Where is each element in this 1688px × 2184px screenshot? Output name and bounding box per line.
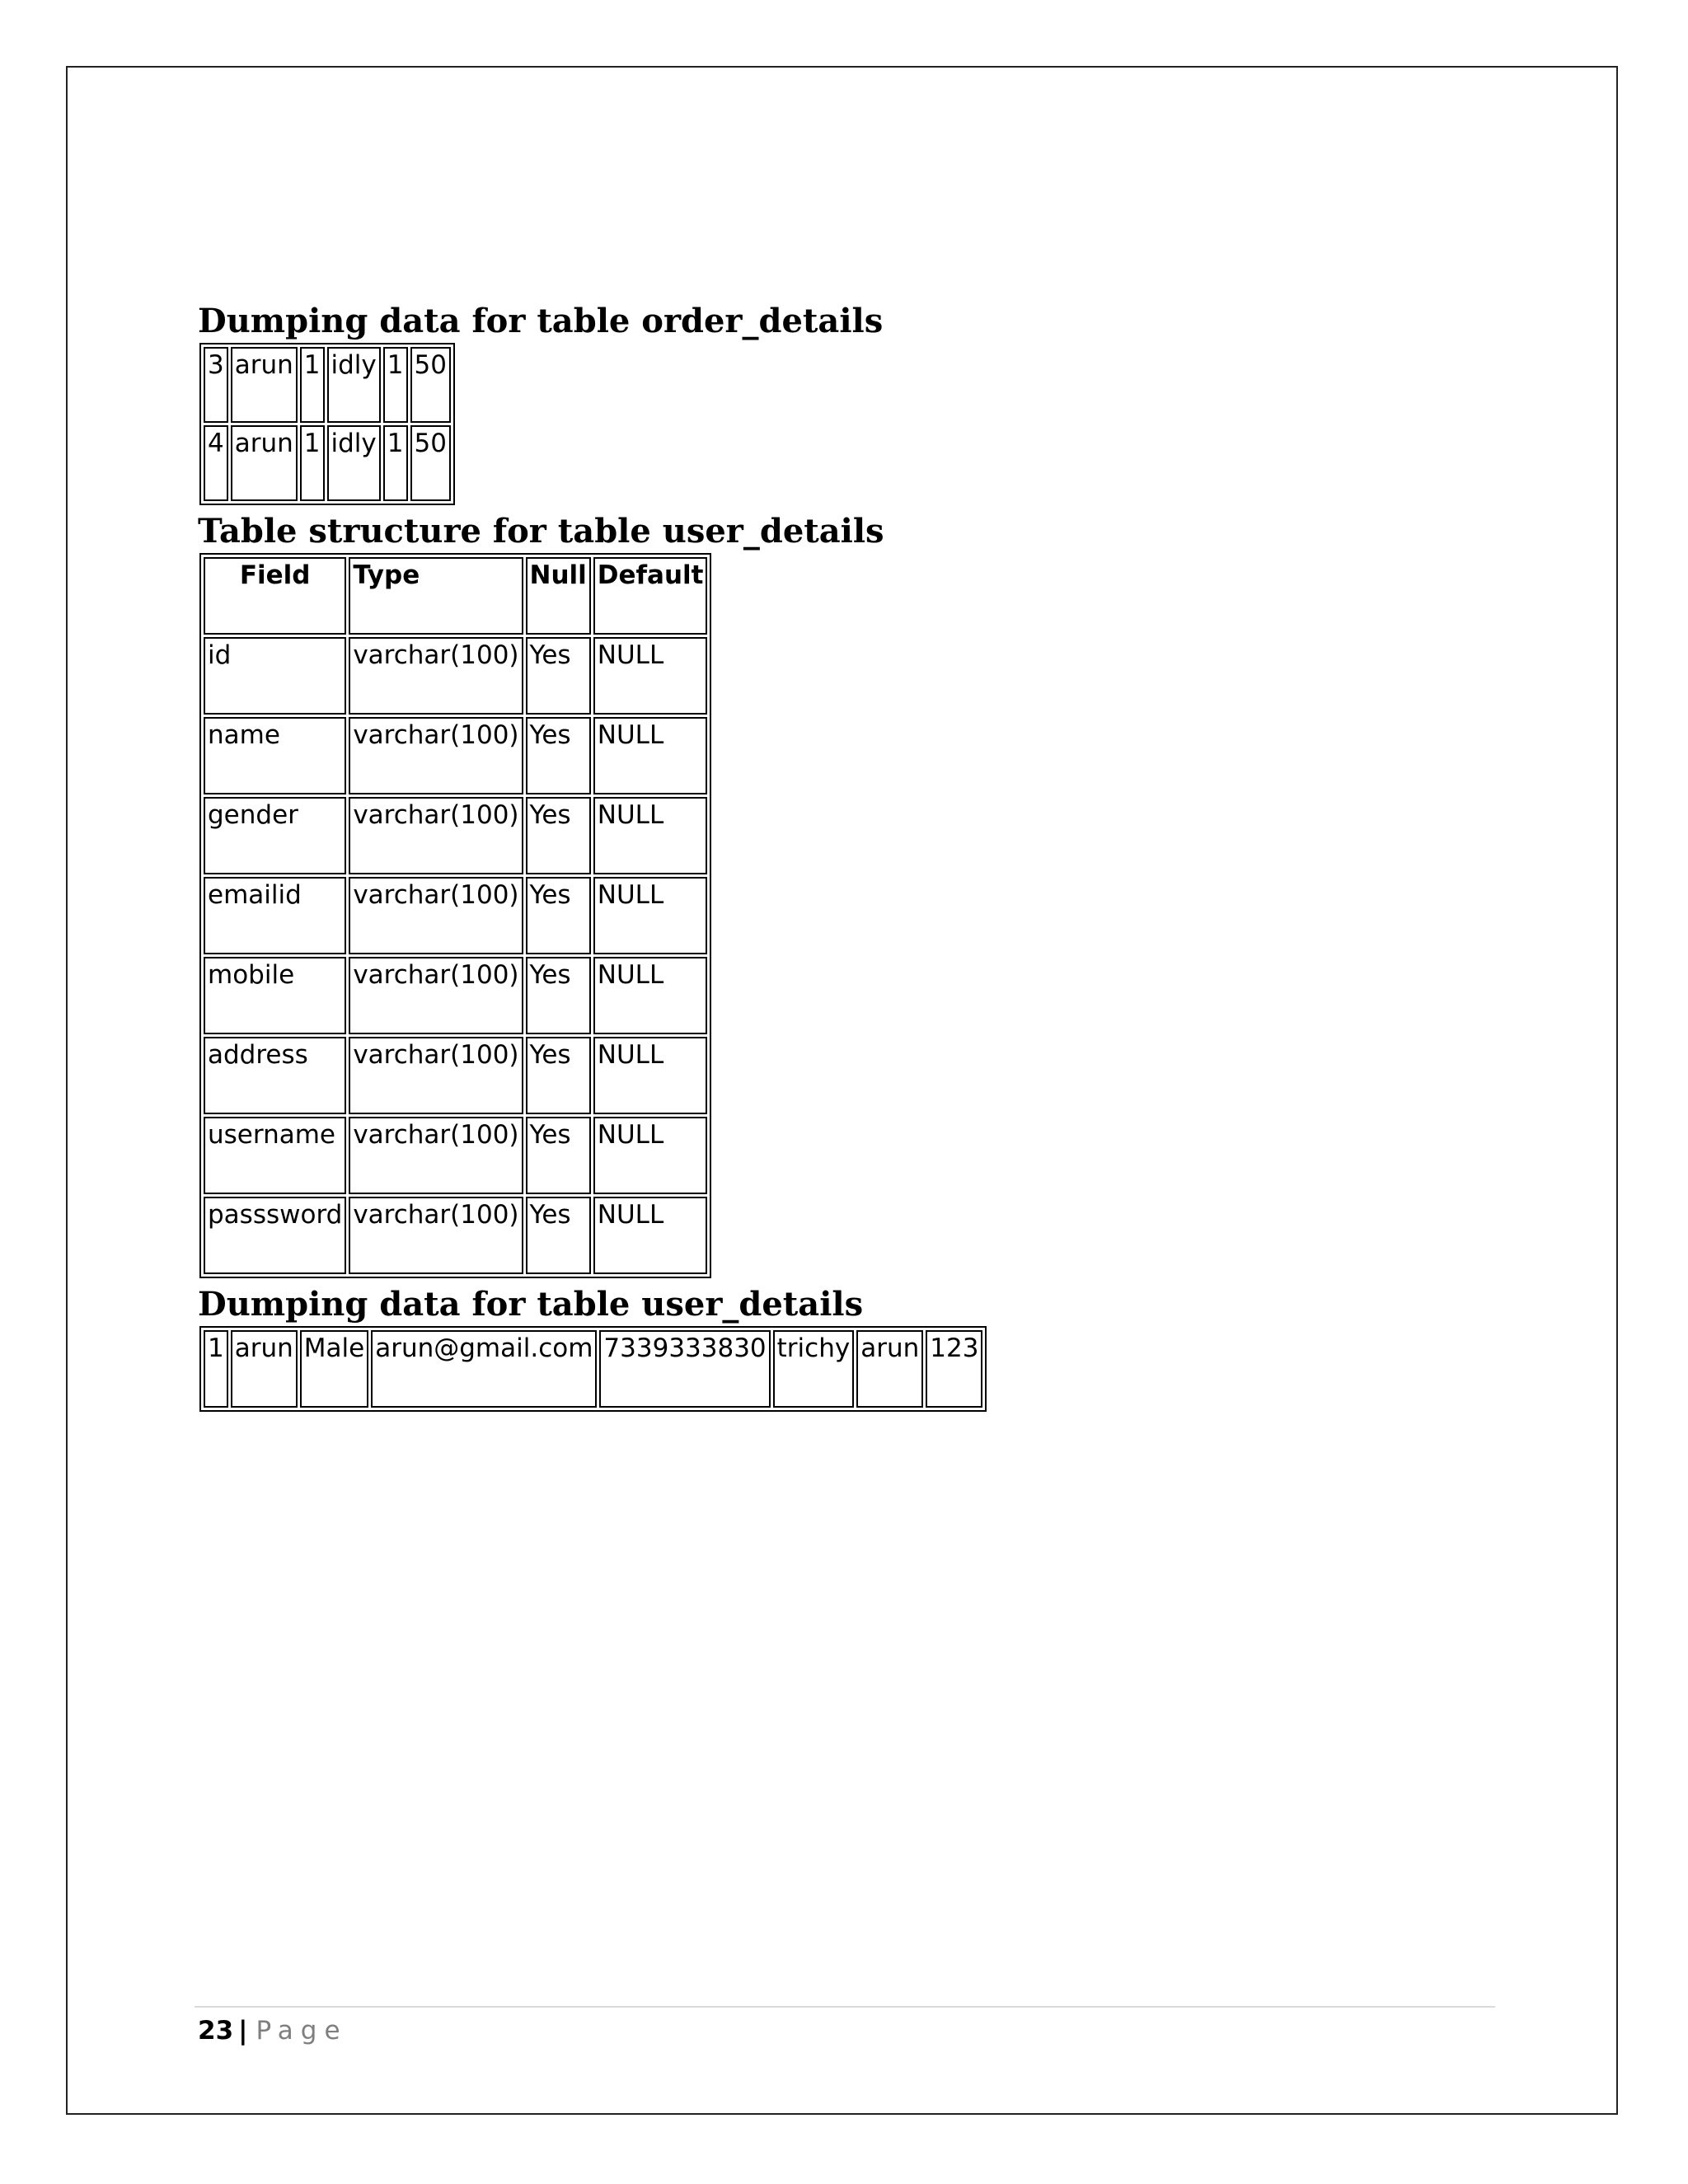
table-cell: Yes	[526, 1197, 591, 1274]
column-header-type: Type	[349, 557, 523, 635]
table-cell: 1	[204, 1330, 228, 1408]
table-cell: arun	[231, 425, 298, 501]
table-cell: 1	[300, 425, 325, 501]
user-details-data-table	[199, 1326, 987, 1412]
page-number: 23	[198, 2016, 234, 2046]
table-cell: address	[204, 1037, 346, 1114]
table-cell: Yes	[526, 797, 591, 874]
table-row	[204, 1117, 707, 1194]
table-cell: varchar(100)	[349, 957, 523, 1034]
table-cell: arun	[231, 347, 298, 423]
table-cell: name	[204, 717, 346, 794]
table-cell: Yes	[526, 877, 591, 954]
order-details-table	[199, 343, 455, 505]
table-cell: arun@gmail.com	[371, 1330, 597, 1408]
table-cell: 3	[204, 347, 228, 423]
table-cell: NULL	[593, 1117, 708, 1194]
table-row	[204, 637, 707, 715]
table-cell: varchar(100)	[349, 1197, 523, 1274]
table-cell: 1	[300, 347, 325, 423]
table-cell: varchar(100)	[349, 717, 523, 794]
table-cell: 4	[204, 425, 228, 501]
table-row	[204, 347, 451, 423]
table-header-row	[204, 557, 707, 635]
table-cell: varchar(100)	[349, 1037, 523, 1114]
table-cell: varchar(100)	[349, 797, 523, 874]
table-cell: idly	[327, 347, 381, 423]
table-cell: arun	[231, 1330, 298, 1408]
table-cell: 50	[410, 347, 451, 423]
footer-divider	[195, 2006, 1495, 2008]
table-row	[204, 877, 707, 954]
table-cell: Yes	[526, 1037, 591, 1114]
table-cell: Yes	[526, 717, 591, 794]
column-header-default: Default	[593, 557, 708, 635]
table-row	[204, 1197, 707, 1274]
page-label: Page	[256, 2016, 348, 2046]
page-footer	[198, 2016, 348, 2046]
table-cell: arun	[856, 1330, 923, 1408]
user-dump-heading: Dumping data for table user_details	[198, 1285, 864, 1324]
table-cell: varchar(100)	[349, 1117, 523, 1194]
table-cell: Yes	[526, 1117, 591, 1194]
table-row	[204, 957, 707, 1034]
table-cell: NULL	[593, 717, 708, 794]
table-cell: NULL	[593, 1037, 708, 1114]
table-cell: mobile	[204, 957, 346, 1034]
order-dump-heading: Dumping data for table order_details	[198, 302, 884, 340]
column-header-field: Field	[204, 557, 346, 635]
table-row	[204, 797, 707, 874]
table-cell: Yes	[526, 957, 591, 1034]
structure-heading: Table structure for table user_details	[198, 512, 884, 551]
table-cell: 1	[383, 425, 408, 501]
table-cell: NULL	[593, 637, 708, 715]
table-cell: NULL	[593, 1197, 708, 1274]
table-cell: NULL	[593, 877, 708, 954]
table-cell: emailid	[204, 877, 346, 954]
table-cell: Yes	[526, 637, 591, 715]
table-cell: idly	[327, 425, 381, 501]
table-cell: 7339333830	[599, 1330, 770, 1408]
table-cell: 1	[383, 347, 408, 423]
table-cell: gender	[204, 797, 346, 874]
table-cell: id	[204, 637, 346, 715]
user-details-structure-table	[199, 553, 711, 1278]
column-header-null: Null	[526, 557, 591, 635]
table-cell: NULL	[593, 957, 708, 1034]
table-row	[204, 1330, 982, 1408]
table-cell: 50	[410, 425, 451, 501]
document-content	[198, 302, 987, 1422]
table-cell: username	[204, 1117, 346, 1194]
footer-separator: |	[238, 2016, 248, 2046]
table-cell: passsword	[204, 1197, 346, 1274]
table-cell: trichy	[773, 1330, 855, 1408]
table-cell: NULL	[593, 797, 708, 874]
table-row	[204, 717, 707, 794]
table-cell: Male	[300, 1330, 368, 1408]
table-cell: varchar(100)	[349, 877, 523, 954]
table-row	[204, 425, 451, 501]
table-row	[204, 1037, 707, 1114]
table-cell: 123	[926, 1330, 982, 1408]
table-cell: varchar(100)	[349, 637, 523, 715]
